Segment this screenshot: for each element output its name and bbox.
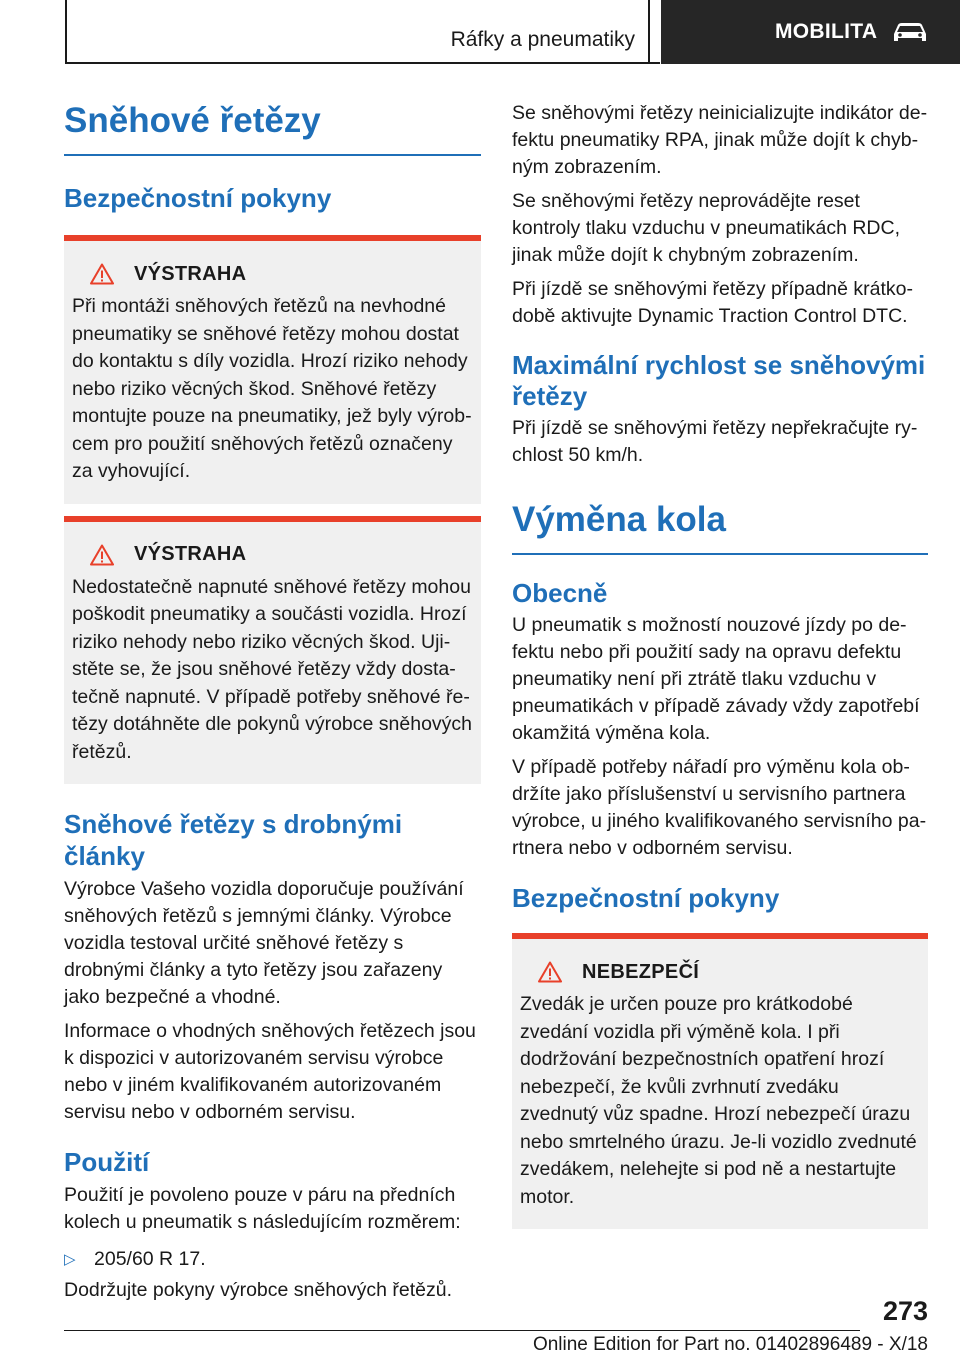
danger-title: NEBEZPEČÍ — [582, 960, 700, 983]
paragraph: V případě potřeby nářadí pro výměnu kola obdržíte jako příslušenství u servisního partnera výrobce, u jiného kvalifikovaného servisního partnera nebo v odborném servisu. — [512, 756, 927, 859]
list-item-text: 205/60 R 17. — [94, 1248, 206, 1270]
title-rule — [64, 154, 481, 156]
paragraph: Výrobce Vašeho vozidla doporučuje používání sněhových řetězů s jemnými články. Výrobce vozidla testoval určité sněhové řetězy s drobnými články a tyto řetězy jsou zařazeny jako bezpečné a vhodné. — [64, 878, 464, 1008]
header-rule-left — [65, 0, 67, 64]
header-rule-mid — [648, 0, 650, 64]
paragraph: Se sněhovými řetězy neprovádějte reset kontroly tlaku vzduchu v pneumatikách RDC, jinak může dojít k chybným zobrazením. — [512, 190, 901, 266]
danger-box — [512, 933, 928, 1229]
chapter-title-wheel-change: Výměna kola — [512, 500, 726, 539]
footer-rule — [64, 1330, 860, 1331]
page-number: 273 — [882, 1296, 928, 1326]
paragraph: Při jízdě se sněhovými řetězy nepřekračujte rychlost 50 km/h. — [512, 417, 918, 466]
warning-text: Při montáži sněhových řetězů na nevhodné pneumatiky se sněhové řetězy mohou dostat do kontaktu s díly vozidla. Hrozí riziko nehody nebo riziko věcných škod. Sněhové řetězy montujte pouze na pneumatiky, jež byly výrobcem pro použití sněhových řetězů označeny za vyhovující. — [72, 295, 472, 482]
header-section-title: Ráfky a pneumatiky — [450, 28, 635, 51]
right-column — [512, 100, 928, 1229]
warning-text: Nedostatečně napnuté sněhové řetězy mohou poškodit pneumatiky a součásti vozidla. Hrozí riziko nehody nebo riziko věcných škod. Ujistěte se, že jsou sněhové řetězy vždy dostatečně napnuté. V případě potřeby sněhové řetězy dotáhněte dle pokynů výrobce sněhových řetězů. — [72, 575, 473, 763]
paragraph: Se sněhovými řetězy neinicializujte indikátor defektu pneumatiky RPA, jinak může dojít k chybným zobrazením. — [512, 102, 928, 178]
header-rule-bottom — [65, 62, 660, 64]
section-heading-usage: Použití — [64, 1147, 150, 1177]
section-heading-max-speed: Maximální rychlost se sněhovými řetězy — [512, 350, 926, 411]
warning-triangle-icon — [538, 961, 562, 983]
section-heading-safety: Bezpečnostní pokyny — [64, 183, 332, 213]
list-item — [64, 1246, 481, 1273]
title-rule — [512, 553, 928, 555]
warning-title: VÝSTRAHA — [134, 262, 247, 285]
paragraph: Použití je povoleno pouze v páru na předních kolech u pneumatik s následujícím rozměrem: — [64, 1184, 461, 1233]
triangle-bullet-icon: ▷ — [64, 1251, 76, 1268]
section-heading-general: Obecně — [512, 578, 608, 608]
header-chapter-label: MOBILITA — [775, 20, 878, 43]
warning-box-2 — [64, 516, 481, 785]
paragraph: Informace o vhodných sněhových řetězech jsou k dispozici v autorizovaném servisu výrobce nebo v jiném kvalifikovaném autorizovaném servisu nebo v odborném servisu. — [64, 1020, 476, 1123]
section-heading-fine-chains: Sněhové řetězy s drobnými články — [64, 809, 403, 871]
warning-title: VÝSTRAHA — [134, 543, 247, 565]
left-column — [64, 98, 481, 1304]
footer-edition-text: Online Edition for Part no. 01402896489 - X/18 — [532, 1334, 928, 1355]
page-title: Sněhové řetězy — [64, 101, 321, 140]
danger-text: Zvedák je určen pouze pro krátkodobé zvedání vozidla při výměně kola. I při dodržování bezpečnostních opatření hrozí nebezpečí, že kvůli zvrhnutí zvedáku zvednutý vůz spadne. Hrozí nebezpečí úrazu nebo smrtelného úrazu. Je-li vozidlo zvednuté zvedákem, nelehejte si pod ně a nestartujte motor. — [520, 993, 917, 1208]
warning-triangle-icon — [90, 263, 114, 285]
header-chapter-tab[interactable] — [661, 0, 960, 64]
paragraph: Při jízdě se sněhovými řetězy případně krátkodobě aktivujte Dynamic Traction Control DTC. — [512, 278, 914, 327]
paragraph: Dodržujte pokyny výrobce sněhových řetězů. — [64, 1279, 453, 1301]
paragraph: U pneumatik s možností nouzové jízdy po defektu nebo při použití sady na opravu defektu pneumatiky není při ztrátě tlaku vzduchu v pneumatikách v případě závady vždy zapotřebí okamžitá výměna kola. — [512, 614, 920, 744]
car-icon — [891, 20, 929, 44]
warning-triangle-icon — [90, 544, 114, 566]
warning-box-1 — [64, 235, 481, 504]
section-heading-safety: Bezpečnostní pokyny — [512, 883, 780, 913]
